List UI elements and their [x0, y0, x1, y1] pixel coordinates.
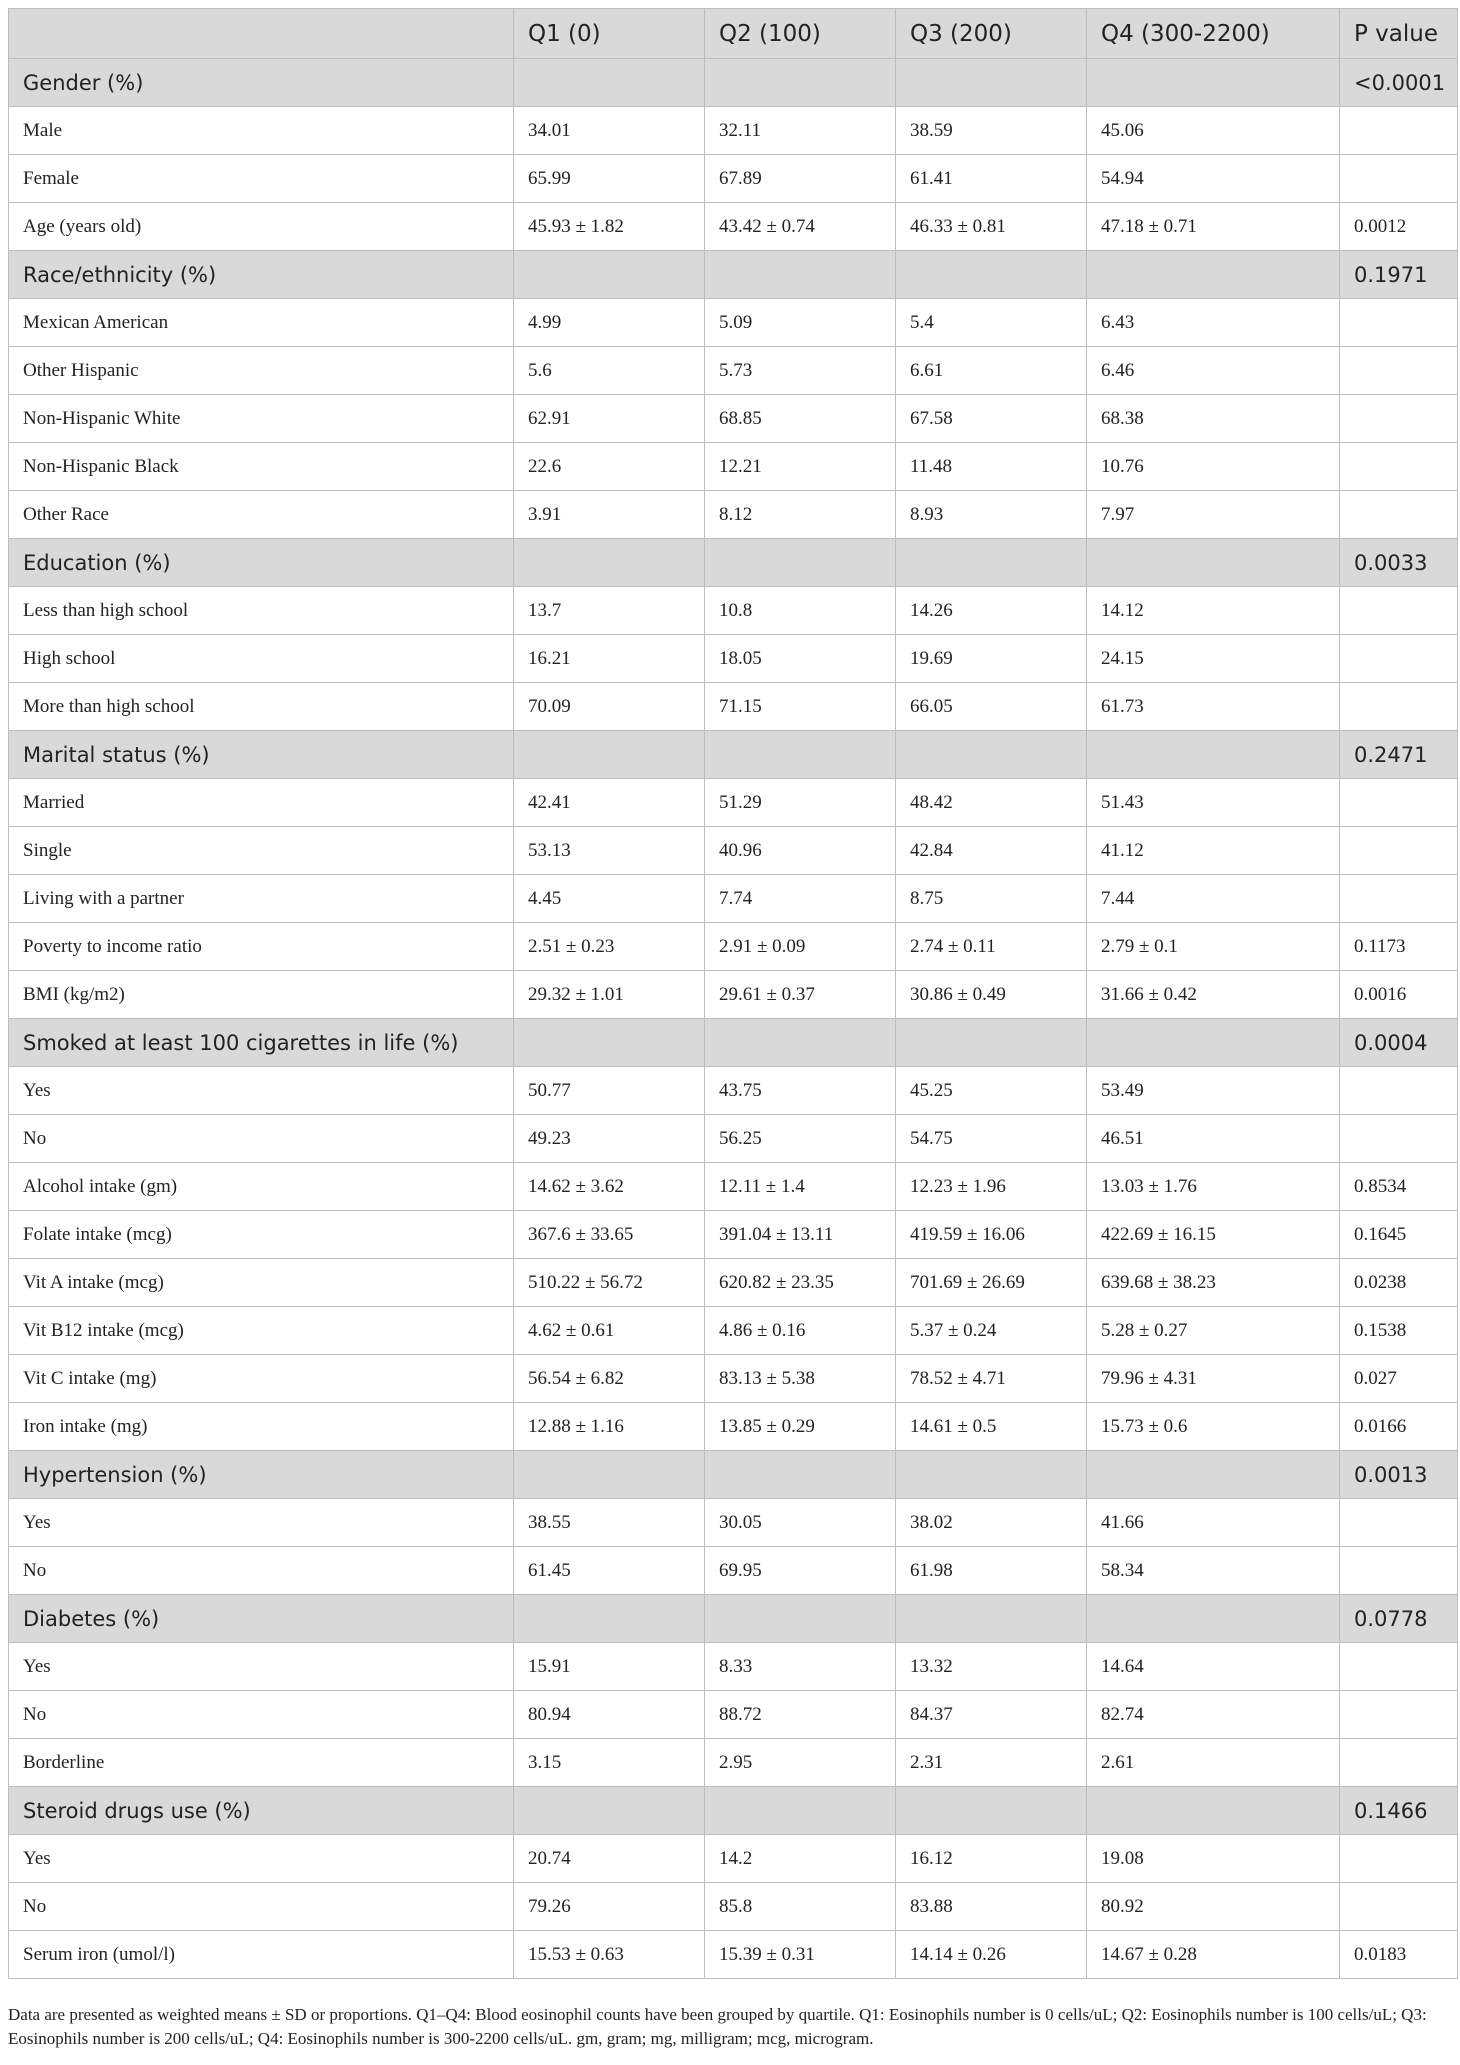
cell-p-value: 0.0004	[1340, 1019, 1458, 1067]
cell-p-value: 0.0013	[1340, 1451, 1458, 1499]
cell-variable: No	[9, 1115, 514, 1163]
cell-q3: 14.26	[896, 587, 1087, 635]
cell-q2	[705, 1787, 896, 1835]
cell-variable: Other Race	[9, 491, 514, 539]
cell-q2: 5.73	[705, 347, 896, 395]
cell-q4	[1087, 539, 1340, 587]
cell-q2: 2.91 ± 0.09	[705, 923, 896, 971]
cell-p-value	[1340, 1643, 1458, 1691]
table-row	[9, 1931, 1458, 1979]
cell-variable: Yes	[9, 1067, 514, 1115]
cell-variable: Folate intake (mcg)	[9, 1211, 514, 1259]
table-row	[9, 299, 1458, 347]
header-cell-q1: Q1 (0)	[514, 9, 705, 59]
cell-q3: 67.58	[896, 395, 1087, 443]
cell-q2: 68.85	[705, 395, 896, 443]
table-row	[9, 155, 1458, 203]
cell-variable: No	[9, 1691, 514, 1739]
cell-q2: 5.09	[705, 299, 896, 347]
cell-q2: 4.86 ± 0.16	[705, 1307, 896, 1355]
cell-p-value	[1340, 347, 1458, 395]
cell-variable: Yes	[9, 1499, 514, 1547]
cell-q2: 14.2	[705, 1835, 896, 1883]
cell-p-value	[1340, 635, 1458, 683]
cell-q1: 14.62 ± 3.62	[514, 1163, 705, 1211]
cell-q4: 58.34	[1087, 1547, 1340, 1595]
cell-q2: 8.33	[705, 1643, 896, 1691]
table-row	[9, 1739, 1458, 1787]
cell-q3: 12.23 ± 1.96	[896, 1163, 1087, 1211]
cell-q1: 510.22 ± 56.72	[514, 1259, 705, 1307]
cell-q2	[705, 1595, 896, 1643]
table-row	[9, 779, 1458, 827]
cell-q3	[896, 59, 1087, 107]
cell-q4: 7.97	[1087, 491, 1340, 539]
cell-q4: 79.96 ± 4.31	[1087, 1355, 1340, 1403]
table-footnote: Data are presented as weighted means ± SD or proportions. Q1–Q4: Blood eosinophil counts have been grouped by quartile. Q1: Eosinophils number is 0 cells/uL; Q2: Eosinophils number is 100 cells/uL; Q3: Eosinophils number is 200 cells/uL; Q4: Eosinophils number is 300-2200 cells/uL. gm, gram; mg, milligram; mcg, microgram.	[8, 2005, 1427, 2048]
cell-variable: Married	[9, 779, 514, 827]
table-row	[9, 683, 1458, 731]
cell-q2: 7.74	[705, 875, 896, 923]
table-row	[9, 443, 1458, 491]
cell-variable: High school	[9, 635, 514, 683]
cell-variable: Female	[9, 155, 514, 203]
section-row	[9, 59, 1458, 107]
cell-q2: 85.8	[705, 1883, 896, 1931]
cell-q1: 38.55	[514, 1499, 705, 1547]
cell-q2: 12.11 ± 1.4	[705, 1163, 896, 1211]
cell-q4	[1087, 59, 1340, 107]
cell-p-value: 0.0238	[1340, 1259, 1458, 1307]
table-row	[9, 1355, 1458, 1403]
cell-q1: 56.54 ± 6.82	[514, 1355, 705, 1403]
cell-q3: 45.25	[896, 1067, 1087, 1115]
cell-q3: 54.75	[896, 1115, 1087, 1163]
table-row	[9, 1403, 1458, 1451]
table-row	[9, 827, 1458, 875]
cell-q2: 29.61 ± 0.37	[705, 971, 896, 1019]
cell-p-value: 0.0166	[1340, 1403, 1458, 1451]
table-row	[9, 923, 1458, 971]
cell-q3: 61.41	[896, 155, 1087, 203]
cell-q4: 47.18 ± 0.71	[1087, 203, 1340, 251]
cell-q2: 56.25	[705, 1115, 896, 1163]
table-row	[9, 635, 1458, 683]
cell-q4: 2.79 ± 0.1	[1087, 923, 1340, 971]
section-row	[9, 731, 1458, 779]
cell-q4	[1087, 1595, 1340, 1643]
cell-variable: Vit B12 intake (mcg)	[9, 1307, 514, 1355]
cell-p-value	[1340, 1739, 1458, 1787]
cell-q4: 5.28 ± 0.27	[1087, 1307, 1340, 1355]
cell-p-value	[1340, 155, 1458, 203]
header-cell-q3: Q3 (200)	[896, 9, 1087, 59]
cell-q4: 422.69 ± 16.15	[1087, 1211, 1340, 1259]
cell-q4: 31.66 ± 0.42	[1087, 971, 1340, 1019]
cell-q1	[514, 1019, 705, 1067]
cell-p-value: 0.2471	[1340, 731, 1458, 779]
cell-p-value: 0.1645	[1340, 1211, 1458, 1259]
cell-q4	[1087, 1019, 1340, 1067]
cell-q3: 14.14 ± 0.26	[896, 1931, 1087, 1979]
cell-p-value	[1340, 1499, 1458, 1547]
cell-q1: 16.21	[514, 635, 705, 683]
table-row	[9, 1835, 1458, 1883]
cell-variable: Steroid drugs use (%)	[9, 1787, 514, 1835]
cell-q3: 46.33 ± 0.81	[896, 203, 1087, 251]
table-row	[9, 971, 1458, 1019]
table-row	[9, 107, 1458, 155]
cell-q1	[514, 1595, 705, 1643]
cell-q3: 38.02	[896, 1499, 1087, 1547]
cell-q2: 88.72	[705, 1691, 896, 1739]
cell-q1: 3.91	[514, 491, 705, 539]
cell-p-value: 0.1173	[1340, 923, 1458, 971]
cell-q1	[514, 1451, 705, 1499]
cell-q1: 34.01	[514, 107, 705, 155]
table-row	[9, 347, 1458, 395]
section-row	[9, 251, 1458, 299]
cell-p-value	[1340, 1835, 1458, 1883]
cell-q1: 12.88 ± 1.16	[514, 1403, 705, 1451]
cell-variable: Yes	[9, 1835, 514, 1883]
table-row	[9, 1163, 1458, 1211]
cell-q3: 5.37 ± 0.24	[896, 1307, 1087, 1355]
cell-variable: Marital status (%)	[9, 731, 514, 779]
cell-q3: 6.61	[896, 347, 1087, 395]
cell-q3: 42.84	[896, 827, 1087, 875]
table-row	[9, 1067, 1458, 1115]
cell-q2: 69.95	[705, 1547, 896, 1595]
cell-q3	[896, 1451, 1087, 1499]
cell-q1: 367.6 ± 33.65	[514, 1211, 705, 1259]
cell-q2	[705, 59, 896, 107]
cell-q3: 14.61 ± 0.5	[896, 1403, 1087, 1451]
cell-p-value	[1340, 875, 1458, 923]
cell-p-value	[1340, 1883, 1458, 1931]
cell-q1: 70.09	[514, 683, 705, 731]
cell-variable: Smoked at least 100 cigarettes in life (%)	[9, 1019, 514, 1067]
cell-p-value: 0.0778	[1340, 1595, 1458, 1643]
cell-q3	[896, 539, 1087, 587]
table-row	[9, 395, 1458, 443]
cell-q4: 15.73 ± 0.6	[1087, 1403, 1340, 1451]
cell-q3: 30.86 ± 0.49	[896, 971, 1087, 1019]
cell-variable: No	[9, 1883, 514, 1931]
cell-p-value	[1340, 827, 1458, 875]
cell-q3: 8.75	[896, 875, 1087, 923]
cell-variable: Education (%)	[9, 539, 514, 587]
cell-q1: 4.99	[514, 299, 705, 347]
cell-q3: 701.69 ± 26.69	[896, 1259, 1087, 1307]
cell-q1: 2.51 ± 0.23	[514, 923, 705, 971]
section-row	[9, 1451, 1458, 1499]
cell-q1: 45.93 ± 1.82	[514, 203, 705, 251]
cell-p-value	[1340, 779, 1458, 827]
cell-p-value: 0.027	[1340, 1355, 1458, 1403]
cell-variable: Hypertension (%)	[9, 1451, 514, 1499]
cell-variable: Single	[9, 827, 514, 875]
cell-q3: 19.69	[896, 635, 1087, 683]
cell-q2	[705, 1019, 896, 1067]
cell-q1: 61.45	[514, 1547, 705, 1595]
cell-variable: No	[9, 1547, 514, 1595]
cell-q4: 54.94	[1087, 155, 1340, 203]
cell-p-value: 0.0033	[1340, 539, 1458, 587]
cell-q3: 48.42	[896, 779, 1087, 827]
cell-q2	[705, 251, 896, 299]
section-row	[9, 1787, 1458, 1835]
cell-variable: BMI (kg/m2)	[9, 971, 514, 1019]
cell-q4: 7.44	[1087, 875, 1340, 923]
cell-q2: 2.95	[705, 1739, 896, 1787]
cell-q2: 10.8	[705, 587, 896, 635]
cell-variable: Other Hispanic	[9, 347, 514, 395]
cell-variable: Age (years old)	[9, 203, 514, 251]
header-row	[9, 9, 1458, 59]
cell-q2: 40.96	[705, 827, 896, 875]
cell-q3: 8.93	[896, 491, 1087, 539]
cell-q3: 83.88	[896, 1883, 1087, 1931]
section-row	[9, 1019, 1458, 1067]
cell-q4: 14.12	[1087, 587, 1340, 635]
cell-p-value: 0.1466	[1340, 1787, 1458, 1835]
cell-q2: 43.75	[705, 1067, 896, 1115]
table-row	[9, 1547, 1458, 1595]
cell-q4: 6.43	[1087, 299, 1340, 347]
cell-q4: 45.06	[1087, 107, 1340, 155]
cell-q3: 419.59 ± 16.06	[896, 1211, 1087, 1259]
cell-q2	[705, 539, 896, 587]
table-row	[9, 1691, 1458, 1739]
cell-q4: 68.38	[1087, 395, 1340, 443]
cell-q2: 71.15	[705, 683, 896, 731]
cell-q4: 46.51	[1087, 1115, 1340, 1163]
cell-q2: 620.82 ± 23.35	[705, 1259, 896, 1307]
cell-q1: 50.77	[514, 1067, 705, 1115]
cell-q4: 2.61	[1087, 1739, 1340, 1787]
table-row	[9, 1883, 1458, 1931]
cell-q1: 80.94	[514, 1691, 705, 1739]
cell-q3	[896, 1019, 1087, 1067]
cell-variable: Non-Hispanic White	[9, 395, 514, 443]
table-row	[9, 1211, 1458, 1259]
cell-p-value	[1340, 491, 1458, 539]
cell-q1: 22.6	[514, 443, 705, 491]
cell-q4: 80.92	[1087, 1883, 1340, 1931]
cell-q1: 42.41	[514, 779, 705, 827]
cell-q3: 5.4	[896, 299, 1087, 347]
cell-q2: 67.89	[705, 155, 896, 203]
cell-q4: 82.74	[1087, 1691, 1340, 1739]
cell-q4: 14.64	[1087, 1643, 1340, 1691]
cell-q2: 51.29	[705, 779, 896, 827]
cell-q1: 29.32 ± 1.01	[514, 971, 705, 1019]
cell-q4: 51.43	[1087, 779, 1340, 827]
header-cell-q2: Q2 (100)	[705, 9, 896, 59]
cell-q3	[896, 1787, 1087, 1835]
table-row	[9, 1307, 1458, 1355]
cell-q1	[514, 59, 705, 107]
cell-variable: Male	[9, 107, 514, 155]
cell-variable: Diabetes (%)	[9, 1595, 514, 1643]
cell-q2: 43.42 ± 0.74	[705, 203, 896, 251]
cell-p-value: 0.8534	[1340, 1163, 1458, 1211]
cell-p-value	[1340, 1691, 1458, 1739]
cell-variable: Vit C intake (mg)	[9, 1355, 514, 1403]
cell-p-value: 0.1538	[1340, 1307, 1458, 1355]
table-row	[9, 875, 1458, 923]
cell-q1: 49.23	[514, 1115, 705, 1163]
cell-q2: 83.13 ± 5.38	[705, 1355, 896, 1403]
cell-p-value: 0.0183	[1340, 1931, 1458, 1979]
cell-q4: 41.12	[1087, 827, 1340, 875]
cell-q4: 6.46	[1087, 347, 1340, 395]
cell-q1: 4.62 ± 0.61	[514, 1307, 705, 1355]
cell-q4	[1087, 1451, 1340, 1499]
cell-variable: Serum iron (umol/l)	[9, 1931, 514, 1979]
cell-variable: Gender (%)	[9, 59, 514, 107]
cell-p-value: 0.1971	[1340, 251, 1458, 299]
cell-q1: 13.7	[514, 587, 705, 635]
cell-q1: 62.91	[514, 395, 705, 443]
cell-q4: 13.03 ± 1.76	[1087, 1163, 1340, 1211]
cell-p-value	[1340, 299, 1458, 347]
cell-q1	[514, 539, 705, 587]
cell-p-value: 0.0016	[1340, 971, 1458, 1019]
cell-q4: 19.08	[1087, 1835, 1340, 1883]
cell-q4: 639.68 ± 38.23	[1087, 1259, 1340, 1307]
cell-q3: 66.05	[896, 683, 1087, 731]
cell-q1: 53.13	[514, 827, 705, 875]
cell-q3: 13.32	[896, 1643, 1087, 1691]
cell-q2: 15.39 ± 0.31	[705, 1931, 896, 1979]
cell-q1: 65.99	[514, 155, 705, 203]
cell-p-value	[1340, 1067, 1458, 1115]
cell-p-value: <0.0001	[1340, 59, 1458, 107]
cell-q4: 10.76	[1087, 443, 1340, 491]
cell-q1: 3.15	[514, 1739, 705, 1787]
cell-variable: Race/ethnicity (%)	[9, 251, 514, 299]
cell-variable: Yes	[9, 1643, 514, 1691]
cell-q1	[514, 1787, 705, 1835]
table-row	[9, 1115, 1458, 1163]
cell-q2: 391.04 ± 13.11	[705, 1211, 896, 1259]
cell-q3	[896, 731, 1087, 779]
cell-variable: Poverty to income ratio	[9, 923, 514, 971]
cell-q1	[514, 731, 705, 779]
cell-variable: Iron intake (mg)	[9, 1403, 514, 1451]
header-cell-p-value: P value	[1340, 9, 1458, 59]
cell-q4: 53.49	[1087, 1067, 1340, 1115]
cell-p-value	[1340, 395, 1458, 443]
cell-variable: Less than high school	[9, 587, 514, 635]
cell-q3: 84.37	[896, 1691, 1087, 1739]
cell-q2	[705, 731, 896, 779]
cell-p-value	[1340, 587, 1458, 635]
cell-p-value	[1340, 1115, 1458, 1163]
cell-variable: More than high school	[9, 683, 514, 731]
cell-variable: Borderline	[9, 1739, 514, 1787]
cell-q3: 38.59	[896, 107, 1087, 155]
cell-q2: 13.85 ± 0.29	[705, 1403, 896, 1451]
cell-q2: 18.05	[705, 635, 896, 683]
header-cell-q4: Q4 (300-2200)	[1087, 9, 1340, 59]
cell-q2: 8.12	[705, 491, 896, 539]
table-row	[9, 1499, 1458, 1547]
cell-q3: 2.74 ± 0.11	[896, 923, 1087, 971]
cell-q1: 4.45	[514, 875, 705, 923]
cell-p-value	[1340, 683, 1458, 731]
cell-q1	[514, 251, 705, 299]
cell-variable: Mexican American	[9, 299, 514, 347]
cell-p-value	[1340, 443, 1458, 491]
cell-variable: Living with a partner	[9, 875, 514, 923]
section-row	[9, 1595, 1458, 1643]
cell-q2: 32.11	[705, 107, 896, 155]
cell-q2: 30.05	[705, 1499, 896, 1547]
cell-q3: 61.98	[896, 1547, 1087, 1595]
cell-q2	[705, 1451, 896, 1499]
cell-q3: 78.52 ± 4.71	[896, 1355, 1087, 1403]
data-table	[8, 8, 1458, 1979]
cell-variable: Non-Hispanic Black	[9, 443, 514, 491]
cell-q3: 2.31	[896, 1739, 1087, 1787]
header-cell-variable	[9, 9, 514, 59]
table-row	[9, 587, 1458, 635]
cell-q1: 5.6	[514, 347, 705, 395]
table-body	[9, 59, 1458, 1979]
cell-q4: 14.67 ± 0.28	[1087, 1931, 1340, 1979]
table-row	[9, 491, 1458, 539]
cell-q4: 24.15	[1087, 635, 1340, 683]
cell-q1: 15.91	[514, 1643, 705, 1691]
cell-p-value	[1340, 1547, 1458, 1595]
cell-q4: 61.73	[1087, 683, 1340, 731]
table-container	[8, 8, 1457, 1979]
cell-q2: 12.21	[705, 443, 896, 491]
cell-q3	[896, 251, 1087, 299]
cell-q1: 20.74	[514, 1835, 705, 1883]
cell-q4	[1087, 731, 1340, 779]
cell-q3	[896, 1595, 1087, 1643]
cell-q3: 11.48	[896, 443, 1087, 491]
cell-q4	[1087, 1787, 1340, 1835]
cell-q1: 79.26	[514, 1883, 705, 1931]
table-row	[9, 1259, 1458, 1307]
section-row	[9, 539, 1458, 587]
cell-q4	[1087, 251, 1340, 299]
cell-q3: 16.12	[896, 1835, 1087, 1883]
cell-variable: Vit A intake (mcg)	[9, 1259, 514, 1307]
cell-q4: 41.66	[1087, 1499, 1340, 1547]
table-row	[9, 1643, 1458, 1691]
cell-p-value	[1340, 107, 1458, 155]
table-row	[9, 203, 1458, 251]
cell-q1: 15.53 ± 0.63	[514, 1931, 705, 1979]
cell-p-value: 0.0012	[1340, 203, 1458, 251]
cell-variable: Alcohol intake (gm)	[9, 1163, 514, 1211]
